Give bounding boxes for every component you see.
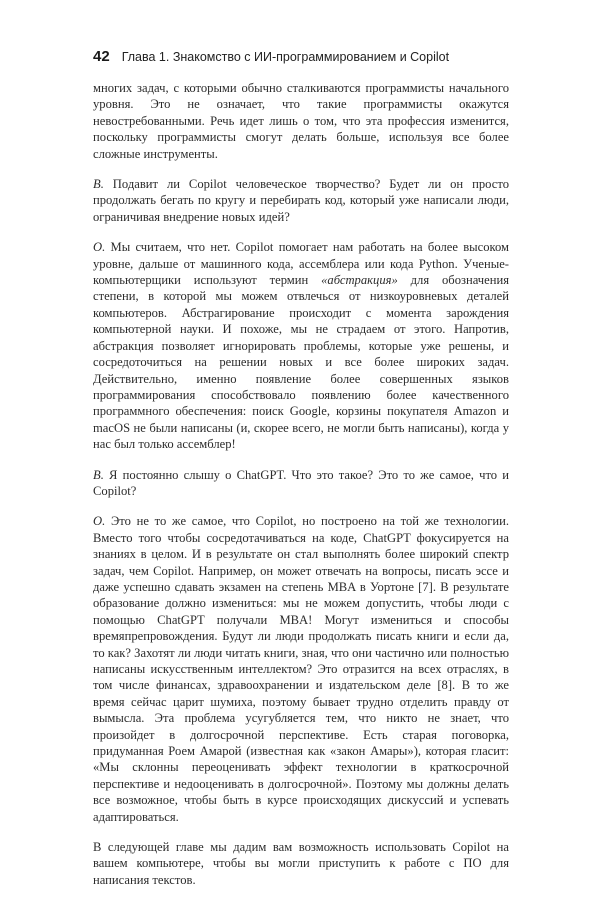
- page-header: [93, 48, 513, 65]
- text-body: [93, 80, 509, 902]
- question-marker: В.: [93, 177, 104, 192]
- running-title: Глава 1. Знакомство с ИИ-программированием и Copilot: [121, 50, 450, 64]
- page-number: 42: [93, 48, 110, 65]
- answer-marker: О.: [93, 514, 106, 529]
- paragraph-next-chapter: В следующей главе мы дадим вам возможность использовать Copilot на вашем компьютере, чтобы вы могли приступить к работе с ПО для написания текстов.: [93, 840, 509, 887]
- question-marker: В.: [93, 467, 104, 482]
- term-abstraction: «абстракция»: [321, 273, 398, 288]
- question-text: Подавит ли Copilot человеческое творчество? Будет ли он просто продолжать бегать по кругу и перебирать код, который уже написали люди, ограничивая внедрение новых идей?: [93, 177, 509, 224]
- answer-marker: О.: [93, 240, 106, 255]
- question-text: Я постоянно слышу о ChatGPT. Что это такое? Это то же самое, что и Copilot?: [93, 467, 509, 498]
- answer-2: [93, 513, 509, 825]
- answer-text: Это не то же самое, что Copilot, но построено на той же технологии. Вместо того чтобы сосредотачиваться на коде, ChatGPT фокусируется на знаниях в целом. И в результате он стал выполнять более широкий спектр задач, чем Copilot. Например, он может отвечать на вопросы, писать эссе и даже успешно сдавать экзамен на степень MBA в Уортоне [7]. В результате образование должно измениться: мы не можем допустить, чтобы люди с помощью ChatGPT получали MBA! Могут измениться и способы времяпрепровождения. Будут ли люди продолжать писать книги и если да, то как? Захотят ли люди читать книги, зная, что они частично или полностью написаны искусственным интеллектом? Это отразится на всех отраслях, в том числе финансах, здравоохранении и издательском деле [8]. В то же время сейчас царит шумиха, поэтому бывает трудно отделить правду от вымысла. Эта проблема усугубляется тем, что никто не знает, что произойдет в долгосрочной перспективе. Есть старая поговорка, придуманная Роем Амарой (известная как «закон Амары»), которая гласит: «Мы склонны переоценивать эффект технологии в краткосрочной перспективе и недооценивать в долгосрочной». Поэтому мы должны делать все возможное, чтобы быть в курсе происходящих дискуссий и успевать адаптироваться.: [93, 514, 509, 824]
- paragraph-intro: многих задач, с которыми обычно сталкиваются программисты начального уровня. Это не означает, что такие программисты окажутся невостребованными. Речь идет лишь о том, что эта профессия изменится, поскольку программисты смогут делать больше, используя все более сложные инструменты.: [93, 81, 509, 161]
- question-1: [93, 176, 509, 225]
- question-2: [93, 467, 509, 500]
- answer-text-part1: Мы считаем, что нет. Copilot помогает нам работать на более высоком уровне, дальше от машинного кода, ассемблера или кода Python. Ученые-компьютерщики используют термин: [93, 240, 509, 288]
- answer-text-part2: для обозначения степени, в которой мы можем отвлечься от низкоуровневых деталей компьютеров. Абстрагирование происходит с момента зарождения компьютерной науки. И похоже, мы не страдаем от этого. Напротив, абстракция позволяет игнорировать проблемы, которые уже решены, и сосредоточиться на решении новых и все более широких задач. Действительно, именно появление более совершенных языков программирования способствовало появлению более качественного программного обеспечения: поиск Google, корзины покупателя Amazon и macOS не были написаны (и, скорее всего, не могли быть написаны), когда у нас был только ассемблер!: [93, 273, 509, 452]
- answer-1: [93, 239, 509, 452]
